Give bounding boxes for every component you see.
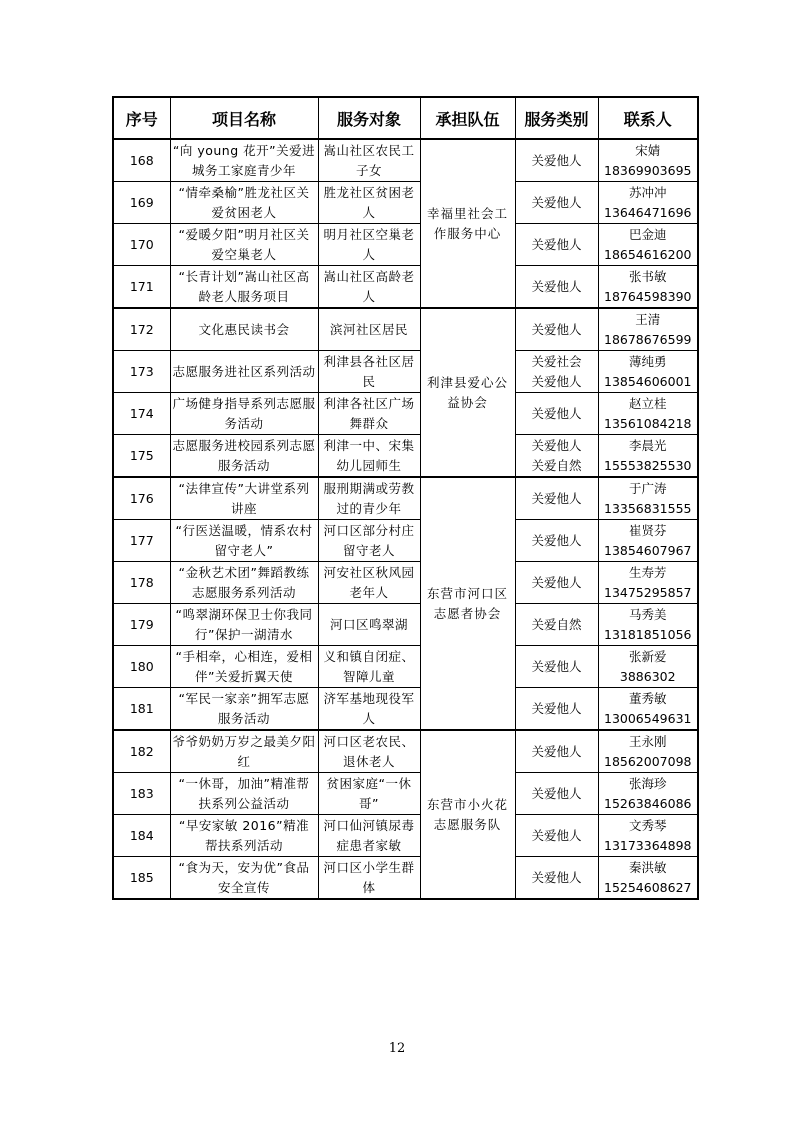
- contact-cell: [598, 688, 698, 731]
- project-name: “食为天，安为优”食品安全宣传: [170, 857, 318, 900]
- project-name: “金秋艺术团”舞蹈教练志愿服务系列活动: [170, 562, 318, 604]
- contact-name: 巴金迪: [628, 226, 667, 242]
- team-name: 利津县爱心公益协会: [420, 308, 515, 477]
- contact-phone: 15263846086: [604, 795, 692, 811]
- table-row: [113, 773, 698, 815]
- header-no: 序号: [113, 97, 170, 139]
- contact-cell: [598, 562, 698, 604]
- contact-cell: [598, 308, 698, 351]
- service-type-cell: [515, 730, 598, 773]
- contact-cell: [598, 393, 698, 435]
- contact-name: 张新爱: [628, 648, 667, 664]
- contact-cell: [598, 646, 698, 688]
- table-row: [113, 435, 698, 478]
- service-type: 关爱他人: [531, 236, 582, 252]
- contact-phone: 18678676599: [604, 331, 692, 347]
- contact-cell: [598, 520, 698, 562]
- service-target: 滨河社区居民: [318, 308, 420, 351]
- table-row: [113, 857, 698, 900]
- project-name: “爱暖夕阳”明月社区关爱空巢老人: [170, 224, 318, 266]
- row-number: 182: [113, 730, 170, 773]
- contact-phone: 15254608627: [604, 879, 692, 895]
- team-name: 幸福里社会工作服务中心: [420, 139, 515, 308]
- contact-name: 秦洪敏: [628, 859, 667, 875]
- service-target: 河口仙河镇尿毒症患者家敏: [318, 815, 420, 857]
- service-target: 明月社区空巢老人: [318, 224, 420, 266]
- table-row: [113, 393, 698, 435]
- service-type: 关爱他人: [531, 373, 582, 389]
- table-row: [113, 520, 698, 562]
- service-target: 嵩山社区农民工子女: [318, 139, 420, 182]
- service-type: 关爱他人: [531, 405, 582, 421]
- row-number: 179: [113, 604, 170, 646]
- contact-name: 王永刚: [628, 733, 667, 749]
- service-target: 河口区部分村庄留守老人: [318, 520, 420, 562]
- project-name: “鸣翠湖环保卫士你我同行”保护一湖清水: [170, 604, 318, 646]
- service-target: 胜龙社区贫困老人: [318, 182, 420, 224]
- project-name: “情牵桑榆”胜龙社区关爱贫困老人: [170, 182, 318, 224]
- contact-phone: 13006549631: [604, 710, 692, 726]
- service-type-cell: [515, 266, 598, 309]
- header-service-target: 服务对象: [318, 97, 420, 139]
- row-number: 169: [113, 182, 170, 224]
- service-type-cell: [515, 435, 598, 478]
- service-type-cell: [515, 351, 598, 393]
- service-type: 关爱他人: [531, 700, 582, 716]
- row-number: 183: [113, 773, 170, 815]
- service-type: 关爱他人: [531, 321, 582, 337]
- service-type-cell: [515, 815, 598, 857]
- project-name: 志愿服务进校园系列志愿服务活动: [170, 435, 318, 478]
- header-row: [113, 97, 698, 139]
- table-row: [113, 182, 698, 224]
- service-target: 服刑期满或劳教过的青少年: [318, 477, 420, 520]
- table-row: [113, 224, 698, 266]
- service-target: 河安社区秋风园老年人: [318, 562, 420, 604]
- contact-cell: [598, 477, 698, 520]
- contact-cell: [598, 435, 698, 478]
- row-number: 175: [113, 435, 170, 478]
- contact-phone: 13854607967: [604, 542, 692, 558]
- table-row: [113, 308, 698, 351]
- header-contact: 联系人: [598, 97, 698, 139]
- service-type: 关爱他人: [531, 194, 582, 210]
- table-row: [113, 477, 698, 520]
- contact-cell: [598, 351, 698, 393]
- contact-name: 张海珍: [628, 775, 667, 791]
- service-type-cell: [515, 477, 598, 520]
- contact-cell: [598, 857, 698, 900]
- service-target: 济军基地现役军人: [318, 688, 420, 731]
- table-row: [113, 266, 698, 309]
- service-target: 河口区鸣翠湖: [318, 604, 420, 646]
- row-number: 178: [113, 562, 170, 604]
- contact-phone: 18562007098: [604, 753, 692, 769]
- header-team: 承担队伍: [420, 97, 515, 139]
- service-type: 关爱他人: [531, 869, 582, 885]
- service-type-cell: [515, 224, 598, 266]
- service-type: 关爱他人: [531, 437, 582, 453]
- service-type: 关爱他人: [531, 574, 582, 590]
- row-number: 171: [113, 266, 170, 309]
- project-name: 爷爷奶奶万岁之最美夕阳红: [170, 730, 318, 773]
- contact-phone: 18764598390: [604, 288, 692, 304]
- service-type-cell: [515, 604, 598, 646]
- contact-name: 薄纯勇: [628, 353, 667, 369]
- row-number: 172: [113, 308, 170, 351]
- service-type: 关爱他人: [531, 490, 582, 506]
- row-number: 184: [113, 815, 170, 857]
- service-type: 关爱他人: [531, 532, 582, 548]
- contact-phone: 13173364898: [604, 837, 692, 853]
- service-type: 关爱他人: [531, 278, 582, 294]
- row-number: 185: [113, 857, 170, 900]
- service-type: 关爱自然: [531, 616, 582, 632]
- contact-cell: [598, 139, 698, 182]
- table-row: [113, 139, 698, 182]
- row-number: 168: [113, 139, 170, 182]
- table-row: [113, 815, 698, 857]
- row-number: 177: [113, 520, 170, 562]
- table-row: [113, 688, 698, 731]
- project-name: “一休哥，加油”精准帮扶系列公益活动: [170, 773, 318, 815]
- service-target: 河口区老农民、退休老人: [318, 730, 420, 773]
- service-type-cell: [515, 393, 598, 435]
- contact-name: 生寿芳: [628, 564, 667, 580]
- project-name: 广场健身指导系列志愿服务活动: [170, 393, 318, 435]
- contact-name: 赵立桂: [628, 395, 667, 411]
- contact-name: 王清: [635, 311, 661, 327]
- contact-cell: [598, 815, 698, 857]
- contact-name: 文秀琴: [628, 817, 667, 833]
- contact-phone: 18369903695: [604, 162, 692, 178]
- volunteer-project-table: [112, 96, 699, 900]
- contact-cell: [598, 773, 698, 815]
- service-type-cell: [515, 646, 598, 688]
- project-name: “军民一家亲”拥军志愿服务活动: [170, 688, 318, 731]
- service-type: 关爱他人: [531, 658, 582, 674]
- contact-phone: 18654616200: [604, 246, 692, 262]
- contact-phone: 3886302: [619, 668, 676, 684]
- service-type-cell: [515, 139, 598, 182]
- contact-cell: [598, 730, 698, 773]
- header-service-type: 服务类别: [515, 97, 598, 139]
- service-type: 关爱他人: [531, 152, 582, 168]
- service-target: 义和镇自闭症、智障儿童: [318, 646, 420, 688]
- service-type: 关爱他人: [531, 785, 582, 801]
- row-number: 180: [113, 646, 170, 688]
- contact-phone: 13181851056: [604, 626, 692, 642]
- contact-cell: [598, 604, 698, 646]
- contact-cell: [598, 182, 698, 224]
- contact-phone: 15553825530: [604, 457, 692, 473]
- table-row: [113, 562, 698, 604]
- table-row: [113, 351, 698, 393]
- contact-phone: 13646471696: [604, 204, 692, 220]
- table-row: [113, 730, 698, 773]
- contact-phone: 13475295857: [604, 584, 692, 600]
- project-name: “向 young 花开”关爱进城务工家庭青少年: [170, 139, 318, 182]
- row-number: 176: [113, 477, 170, 520]
- team-name: 东营市河口区志愿者协会: [420, 477, 515, 730]
- team-name: 东营市小火花志愿服务队: [420, 730, 515, 899]
- service-target: 利津一中、宋集幼儿园师生: [318, 435, 420, 478]
- row-number: 173: [113, 351, 170, 393]
- service-type-cell: [515, 857, 598, 900]
- service-type-cell: [515, 520, 598, 562]
- project-name: “手相牵，心相连，爱相伴”关爱折翼天使: [170, 646, 318, 688]
- contact-name: 董秀敏: [628, 690, 667, 706]
- table-row: [113, 604, 698, 646]
- service-target: 河口区小学生群体: [318, 857, 420, 900]
- contact-phone: 13356831555: [604, 500, 692, 516]
- contact-phone: 13854606001: [604, 373, 692, 389]
- project-name: “早安家敏 2016”精准帮扶系列活动: [170, 815, 318, 857]
- service-target: 贫困家庭“一休哥”: [318, 773, 420, 815]
- service-type: 关爱自然: [531, 457, 582, 473]
- project-name: “行医送温暖，情系农村留守老人”: [170, 520, 318, 562]
- contact-name: 马秀美: [628, 606, 667, 622]
- service-target: 利津县各社区居民: [318, 351, 420, 393]
- contact-name: 李晨光: [628, 437, 667, 453]
- contact-phone: 13561084218: [604, 415, 692, 431]
- service-type-cell: [515, 308, 598, 351]
- project-name: “长青计划”嵩山社区高龄老人服务项目: [170, 266, 318, 309]
- table-row: [113, 646, 698, 688]
- service-type: 关爱社会: [531, 353, 582, 369]
- contact-name: 于广涛: [628, 480, 667, 496]
- service-type-cell: [515, 688, 598, 731]
- row-number: 170: [113, 224, 170, 266]
- contact-name: 宋婧: [635, 142, 661, 158]
- contact-name: 苏冲冲: [628, 184, 667, 200]
- service-target: 利津各社区广场舞群众: [318, 393, 420, 435]
- project-name: 志愿服务进社区系列活动: [170, 351, 318, 393]
- project-name: 文化惠民读书会: [170, 308, 318, 351]
- service-type-cell: [515, 182, 598, 224]
- contact-cell: [598, 266, 698, 309]
- service-target: 嵩山社区高龄老人: [318, 266, 420, 309]
- project-name: “法律宣传”大讲堂系列讲座: [170, 477, 318, 520]
- contact-cell: [598, 224, 698, 266]
- service-type: 关爱他人: [531, 827, 582, 843]
- service-type-cell: [515, 773, 598, 815]
- service-type: 关爱他人: [531, 743, 582, 759]
- row-number: 181: [113, 688, 170, 731]
- contact-name: 崔贤芬: [628, 522, 667, 538]
- header-project-name: 项目名称: [170, 97, 318, 139]
- service-type-cell: [515, 562, 598, 604]
- row-number: 174: [113, 393, 170, 435]
- page-number: 12: [388, 1041, 406, 1056]
- contact-name: 张书敏: [628, 268, 667, 284]
